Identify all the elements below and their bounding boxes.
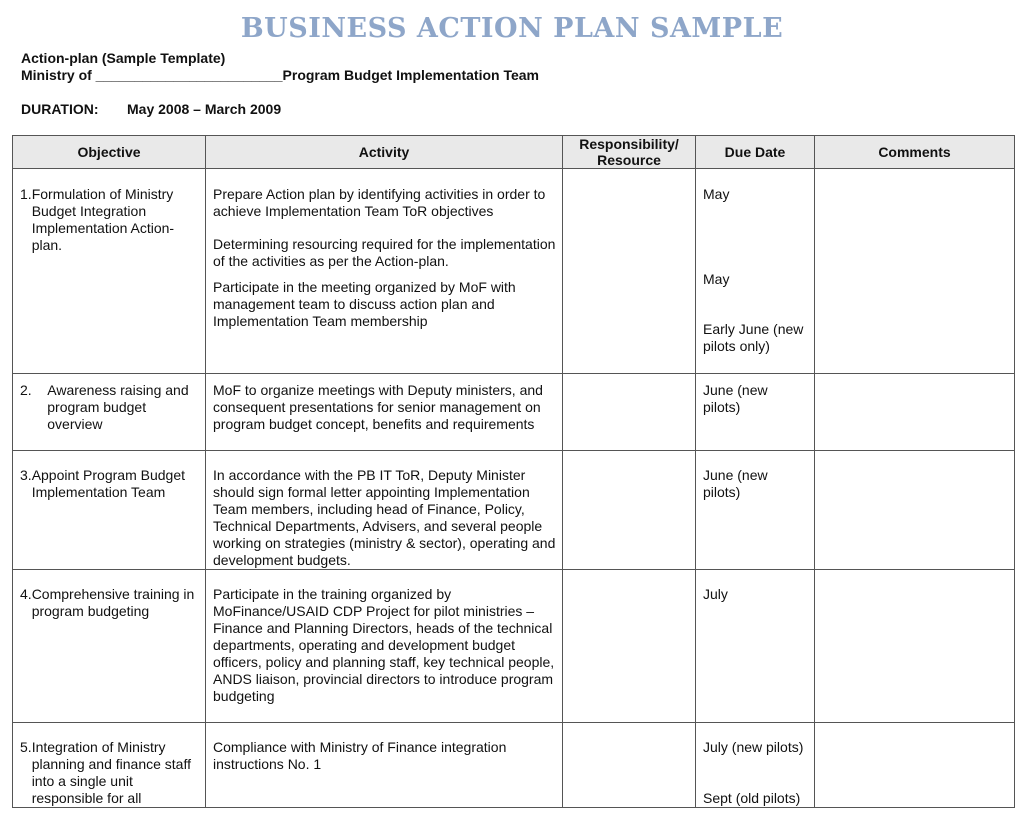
comments-cell <box>815 451 1015 570</box>
activity-cell <box>206 723 563 808</box>
table-header-row <box>13 136 1015 169</box>
table-row <box>13 169 1015 374</box>
objective-text: Awareness raising and program budget overview <box>47 382 189 432</box>
table-row <box>13 570 1015 723</box>
due-date-text: July <box>703 586 728 602</box>
column-header-objective: Objective <box>13 136 206 169</box>
comments-cell <box>815 570 1015 723</box>
due-date-text: Sept (old pilots) <box>703 790 801 806</box>
objective-cell <box>13 451 206 570</box>
objective-cell <box>13 169 206 374</box>
objective-number: 5. <box>20 739 32 755</box>
due-date-text: May <box>703 186 730 202</box>
activity-text: In accordance with the PB IT ToR, Deputy Minister should sign formal letter appointing Implementation Team members, including head of Finance, Policy, Technical Departments, Advisers, and several people working on strategies (ministry & sector), operating and development budgets. <box>213 467 556 568</box>
due-date-text: May <box>703 271 730 287</box>
activity-text: Compliance with Ministry of Finance integration instructions No. 1 <box>213 739 507 772</box>
column-header-comments: Comments <box>815 136 1015 169</box>
responsibility-cell <box>563 723 696 808</box>
activity-text: MoF to organize meetings with Deputy ministers, and consequent presentations for senior management on program budget concept, benefits and requirements <box>213 382 543 432</box>
column-header-activity: Activity <box>206 136 563 169</box>
activity-cell <box>206 451 563 570</box>
objective-cell <box>13 570 206 723</box>
activity-cell <box>206 570 563 723</box>
comments-cell <box>815 374 1015 451</box>
due-date-text: June (new pilots) <box>703 467 768 500</box>
objective-number: 1. <box>20 186 32 202</box>
objective-number: 2. <box>20 382 32 398</box>
objective-text: Formulation of Ministry Budget Integration Implementation Action-plan. <box>31 186 175 253</box>
objective-cell <box>13 374 206 451</box>
due-date-cell <box>696 374 815 451</box>
table-row <box>13 723 1015 808</box>
due-date-cell <box>696 723 815 808</box>
objective-cell <box>13 723 206 808</box>
page-title: BUSINESS ACTION PLAN SAMPLE <box>240 13 784 44</box>
due-date-cell <box>696 169 815 374</box>
comments-cell <box>815 723 1015 808</box>
ministry-line: Ministry of ________________________Program Budget Implementation Team <box>21 67 539 83</box>
due-date-text: July (new pilots) <box>703 739 804 755</box>
responsibility-cell <box>563 451 696 570</box>
responsibility-cell <box>563 374 696 451</box>
column-header-due-date: Due Date <box>696 136 815 169</box>
activity-cell <box>206 374 563 451</box>
responsibility-cell <box>563 169 696 374</box>
due-date-cell <box>696 451 815 570</box>
activity-text: Determining resourcing required for the implementation of the activities as per the Action-plan. <box>213 236 556 269</box>
duration-label: DURATION: <box>21 101 99 117</box>
due-date-cell <box>696 570 815 723</box>
objective-number: 4. <box>20 586 32 602</box>
duration-value: May 2008 – March 2009 <box>127 101 282 117</box>
objective-number: 3. <box>20 467 32 483</box>
template-subtitle: Action-plan (Sample Template) <box>21 50 226 66</box>
activity-cell <box>206 169 563 374</box>
activity-text: Prepare Action plan by identifying activities in order to achieve Implementation Team ToR objectives <box>213 186 546 219</box>
activity-text: Participate in the training organized by MoFinance/USAID CDP Project for pilot ministries – Finance and Planning Directors, heads of the technical departments, operating and development budget officers, policy and planning staff, key technical people, ANDS liaison, provincial directors to introduce program budgeting <box>213 586 555 704</box>
objective-text: Comprehensive training in program budgeting <box>31 586 195 619</box>
objective-text: Appoint Program Budget Implementation Team <box>31 467 186 500</box>
action-plan-table <box>12 135 1015 808</box>
objective-text: Integration of Ministry planning and finance staff into a single unit responsible for all <box>31 739 191 806</box>
table-row <box>13 374 1015 451</box>
table-row <box>13 451 1015 570</box>
responsibility-cell <box>563 570 696 723</box>
activity-text: Participate in the meeting organized by MoF with management team to discuss action plan and Implementation Team membership <box>213 279 516 329</box>
comments-cell <box>815 169 1015 374</box>
column-header-responsibility: Responsibility/ Resource <box>563 136 696 169</box>
due-date-text: June (new pilots) <box>703 382 768 415</box>
due-date-text: Early June (new pilots only) <box>703 321 804 354</box>
